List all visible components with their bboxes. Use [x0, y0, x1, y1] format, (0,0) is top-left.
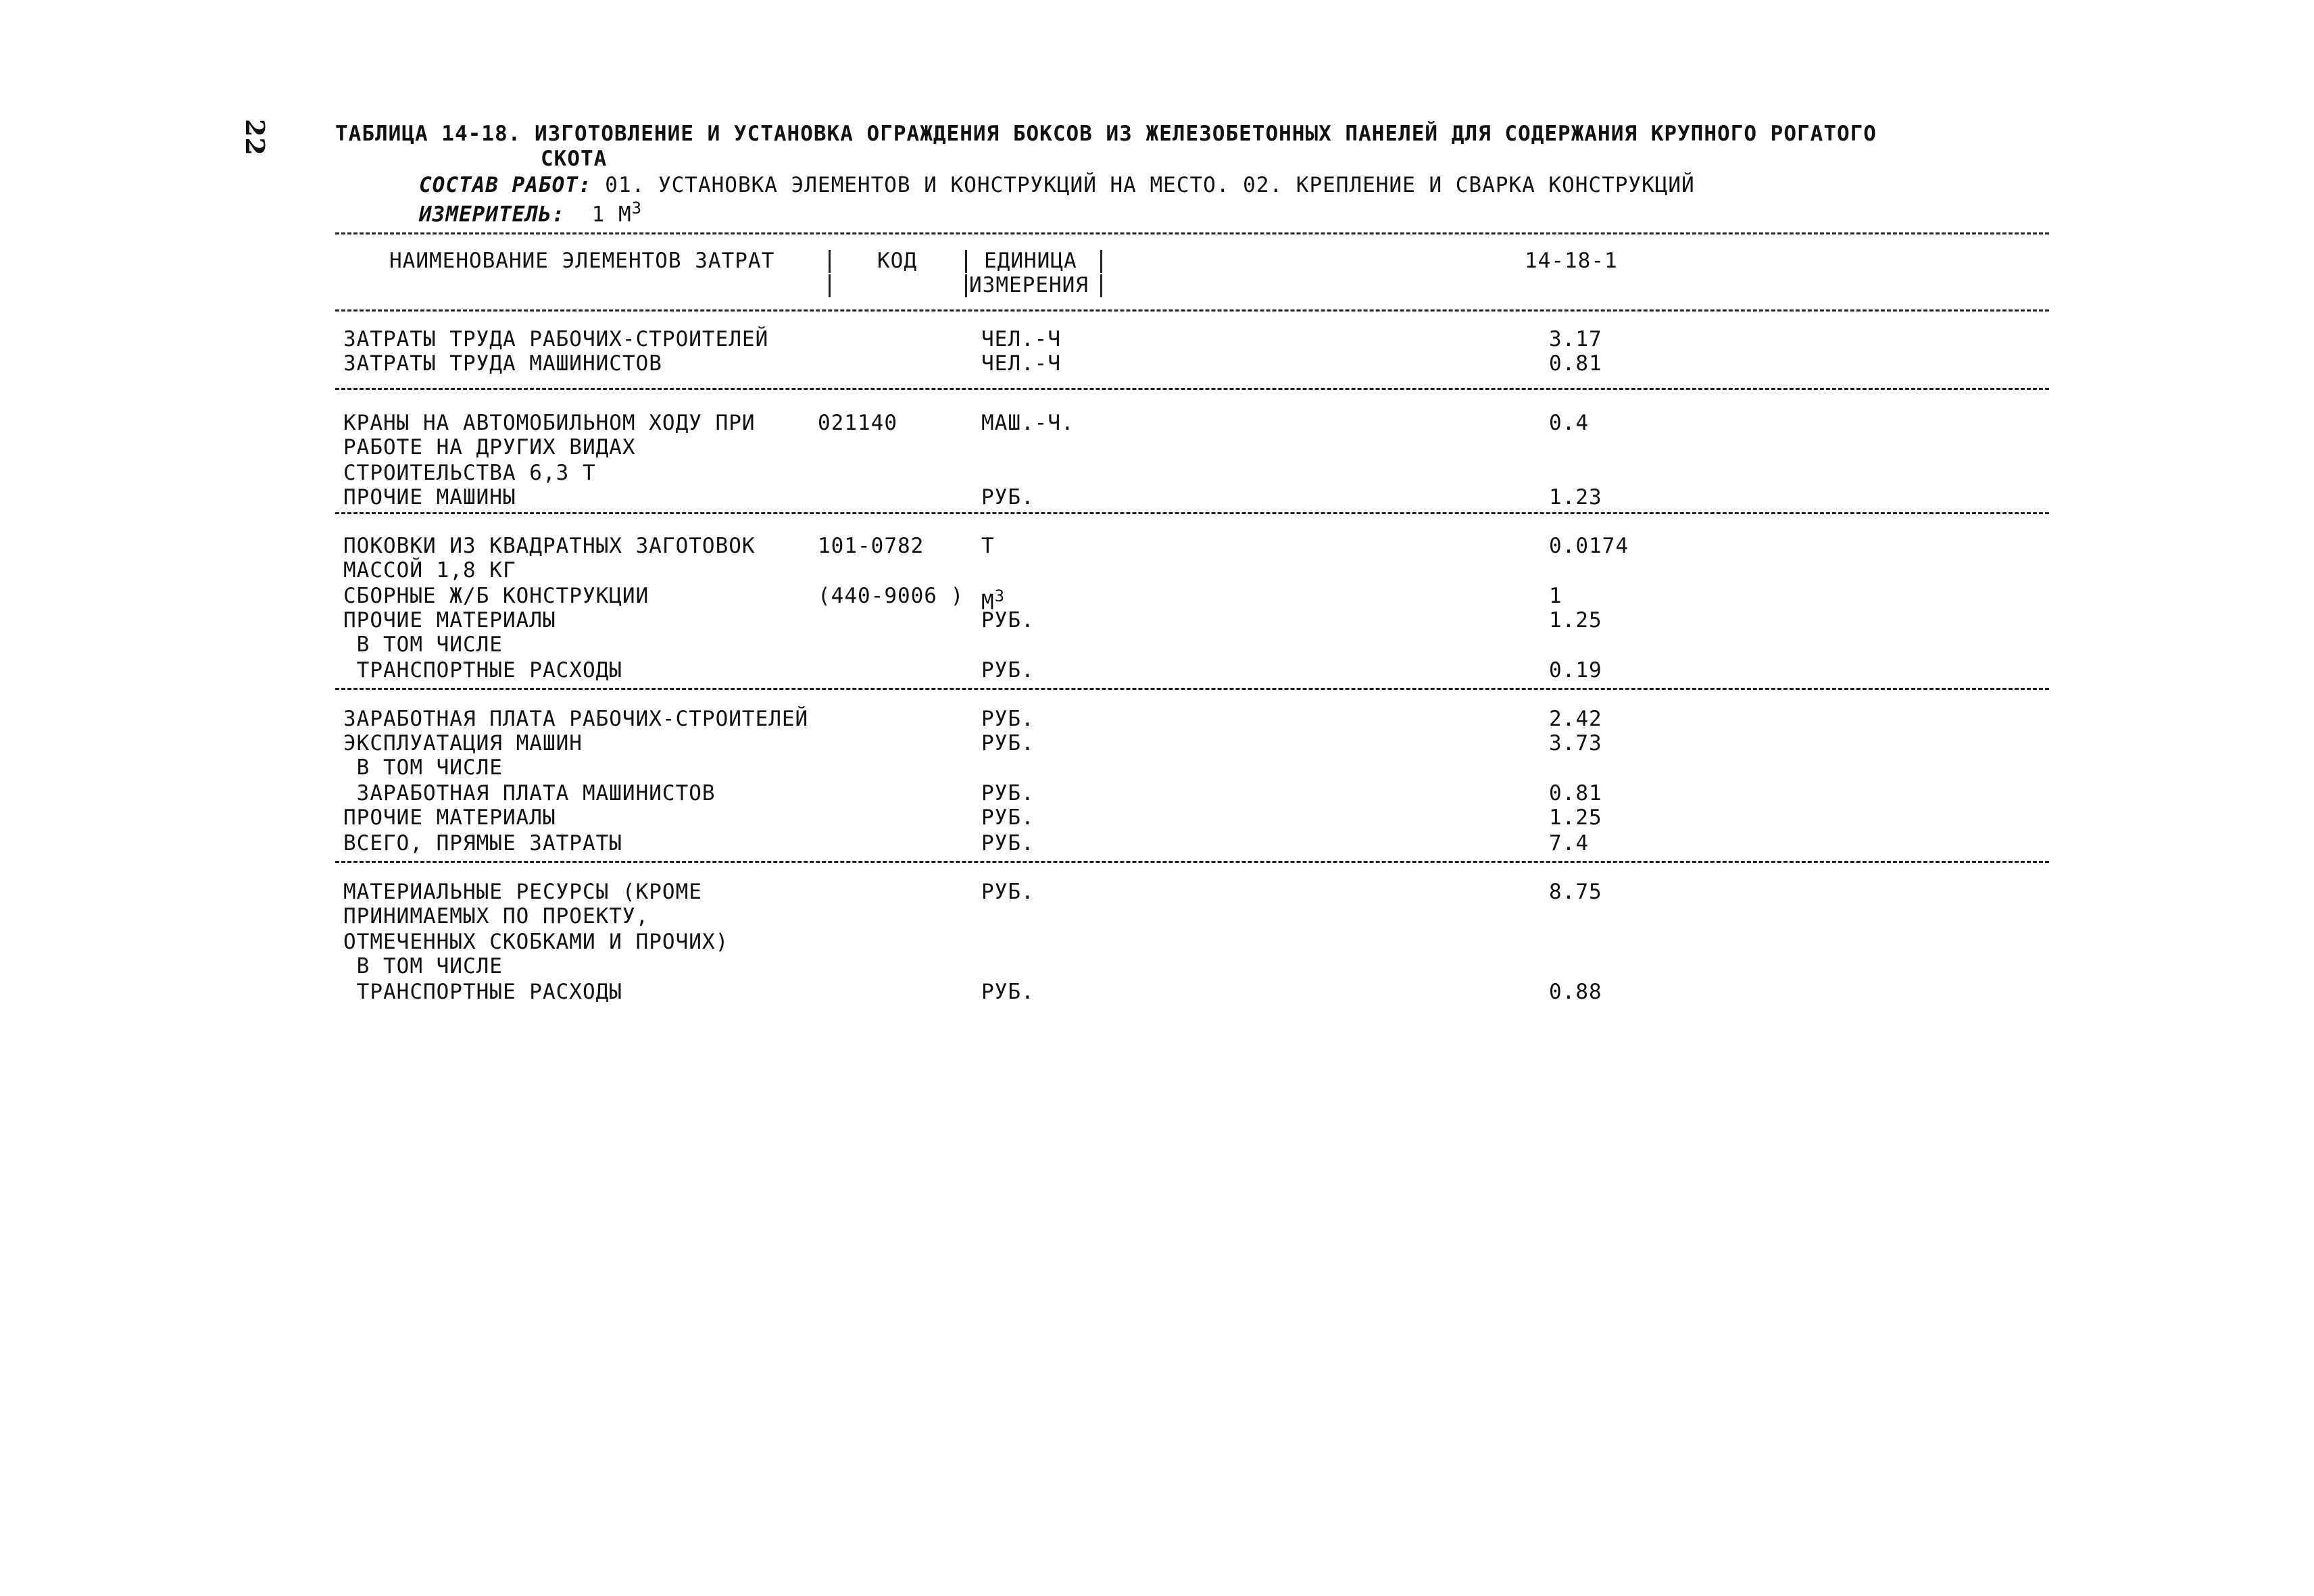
header-sep-2 [965, 250, 967, 273]
row-name: ПРОЧИЕ МАШИНЫ [343, 485, 516, 509]
row-unit: ЧЕЛ.-Ч [981, 327, 1061, 351]
row-name: ПРИНИМАЕМЫХ ПО ПРОЕКТУ, [343, 904, 649, 928]
header-sep-1 [829, 250, 831, 273]
row-name: ТРАНСПОРТНЫЕ РАСХОДЫ [343, 658, 622, 682]
row-name: ЗАРАБОТНАЯ ПЛАТА МАШИНИСТОВ [343, 781, 716, 805]
row-code: (440-9006 ) [818, 584, 964, 608]
row-unit: РУБ. [981, 831, 1035, 855]
header-sep-2b [965, 274, 967, 297]
row-name: ЗАРАБОТНАЯ ПЛАТА РАБОЧИХ-СТРОИТЕЛЕЙ [343, 707, 809, 731]
header-name: НАИМЕНОВАНИЕ ЭЛЕМЕНТОВ ЗАТРАТ [389, 249, 775, 273]
work-text: 01. УСТАНОВКА ЭЛЕМЕНТОВ И КОНСТРУКЦИЙ НА МЕСТО. 02. КРЕПЛЕНИЕ И СВАРКА КОНСТРУКЦИЙ [591, 173, 1695, 197]
row-value: 2.42 [1549, 707, 1602, 731]
rule-group-3 [335, 688, 2049, 690]
row-unit: $М^3$ [981, 587, 1006, 615]
header-code: КОД [877, 249, 917, 273]
row-value: 0.81 [1549, 351, 1602, 376]
row-name: В ТОМ ЧИСЛЕ [343, 954, 503, 978]
header-sep-1b [829, 274, 831, 297]
meter-value: 1 М [591, 202, 632, 227]
work-label: СОСТАВ РАБОТ: [419, 173, 592, 197]
row-name: ПОКОВКИ ИЗ КВАДРАТНЫХ ЗАГОТОВОК [343, 534, 756, 558]
header-unit-line1: ЕДИНИЦА [984, 249, 1077, 273]
rule-header [335, 309, 2049, 311]
row-value: 0.81 [1549, 781, 1602, 805]
row-name: СБОРНЫЕ Ж/Б КОНСТРУКЦИИ [343, 584, 649, 608]
work-composition [419, 173, 1695, 198]
row-value: 0.19 [1549, 658, 1602, 682]
row-unit: Т [981, 534, 995, 558]
row-name: В ТОМ ЧИСЛЕ [343, 755, 503, 780]
header-unit-line2: ИЗМЕРЕНИЯ [969, 273, 1089, 297]
row-unit: РУБ. [981, 658, 1035, 682]
row-code: 101-0782 [818, 534, 925, 558]
row-unit: РУБ. [981, 608, 1035, 632]
row-unit: РУБ. [981, 805, 1035, 830]
row-name: ОТМЕЧЕННЫХ СКОБКАМИ И ПРОЧИХ) [343, 930, 729, 954]
row-unit: РУБ. [981, 880, 1035, 904]
row-name: ТРАНСПОРТНЫЕ РАСХОДЫ [343, 980, 622, 1004]
row-value: 0.88 [1549, 980, 1602, 1004]
row-value: 3.73 [1549, 731, 1602, 755]
row-name: ЭКСПЛУАТАЦИЯ МАШИН [343, 731, 583, 755]
row-name: СТРОИТЕЛЬСТВА 6,3 Т [343, 461, 596, 485]
row-value: 0.0174 [1549, 534, 1629, 558]
header-sep-3 [1100, 250, 1102, 273]
table-title-line1: ТАБЛИЦА 14-18. ИЗГОТОВЛЕНИЕ И УСТАНОВКА ОГРАЖДЕНИЯ БОКСОВ ИЗ ЖЕЛЕЗОБЕТОННЫХ ПАНЕЛЕЙ ДЛЯ СОДЕРЖАНИЯ КРУПНОГО РОГАТОГО [335, 122, 1877, 146]
row-unit: РУБ. [981, 485, 1035, 509]
row-code: 021140 [818, 411, 897, 435]
row-name: ПРОЧИЕ МАТЕРИАЛЫ [343, 608, 556, 632]
row-value: 7.4 [1549, 831, 1589, 855]
table-title-line2: СКОТА [541, 147, 608, 171]
header-sep-3b [1100, 274, 1102, 297]
row-name: МАТЕРИАЛЬНЫЕ РЕСУРСЫ (КРОМЕ [343, 880, 702, 904]
meter-exponent: 3 [631, 199, 643, 218]
row-name: ПРОЧИЕ МАТЕРИАЛЫ [343, 805, 556, 830]
meter-label: ИЗМЕРИТЕЛЬ: [419, 202, 566, 227]
row-value: 0.4 [1549, 411, 1589, 435]
page-number: 22 [240, 119, 270, 156]
row-value: 1 [1549, 584, 1562, 608]
header-value: 14-18-1 [1525, 249, 1618, 273]
rule-group-2 [335, 512, 2049, 514]
row-name: КРАНЫ НА АВТОМОБИЛЬНОМ ХОДУ ПРИ [343, 411, 756, 435]
row-name: ЗАТРАТЫ ТРУДА МАШИНИСТОВ [343, 351, 662, 376]
row-value: 1.25 [1549, 608, 1602, 632]
row-unit: РУБ. [981, 707, 1035, 731]
row-name: РАБОТЕ НА ДРУГИХ ВИДАХ [343, 435, 636, 459]
row-unit: РУБ. [981, 781, 1035, 805]
row-unit: ЧЕЛ.-Ч [981, 351, 1061, 376]
row-value: 1.23 [1549, 485, 1602, 509]
row-name: МАССОЙ 1,8 КГ [343, 558, 516, 582]
rule-group-1 [335, 388, 2049, 390]
row-name: ЗАТРАТЫ ТРУДА РАБОЧИХ-СТРОИТЕЛЕЙ [343, 327, 769, 351]
row-unit: РУБ. [981, 731, 1035, 755]
row-value: 8.75 [1549, 880, 1602, 904]
row-name: В ТОМ ЧИСЛЕ [343, 632, 503, 657]
row-value: 3.17 [1549, 327, 1602, 351]
row-name: ВСЕГО, ПРЯМЫЕ ЗАТРАТЫ [343, 831, 622, 855]
rule-top [335, 232, 2049, 234]
row-value: 1.25 [1549, 805, 1602, 830]
row-unit: РУБ. [981, 980, 1035, 1004]
meter [419, 196, 642, 227]
row-unit: МАШ.-Ч. [981, 411, 1075, 435]
rule-group-4 [335, 861, 2049, 863]
